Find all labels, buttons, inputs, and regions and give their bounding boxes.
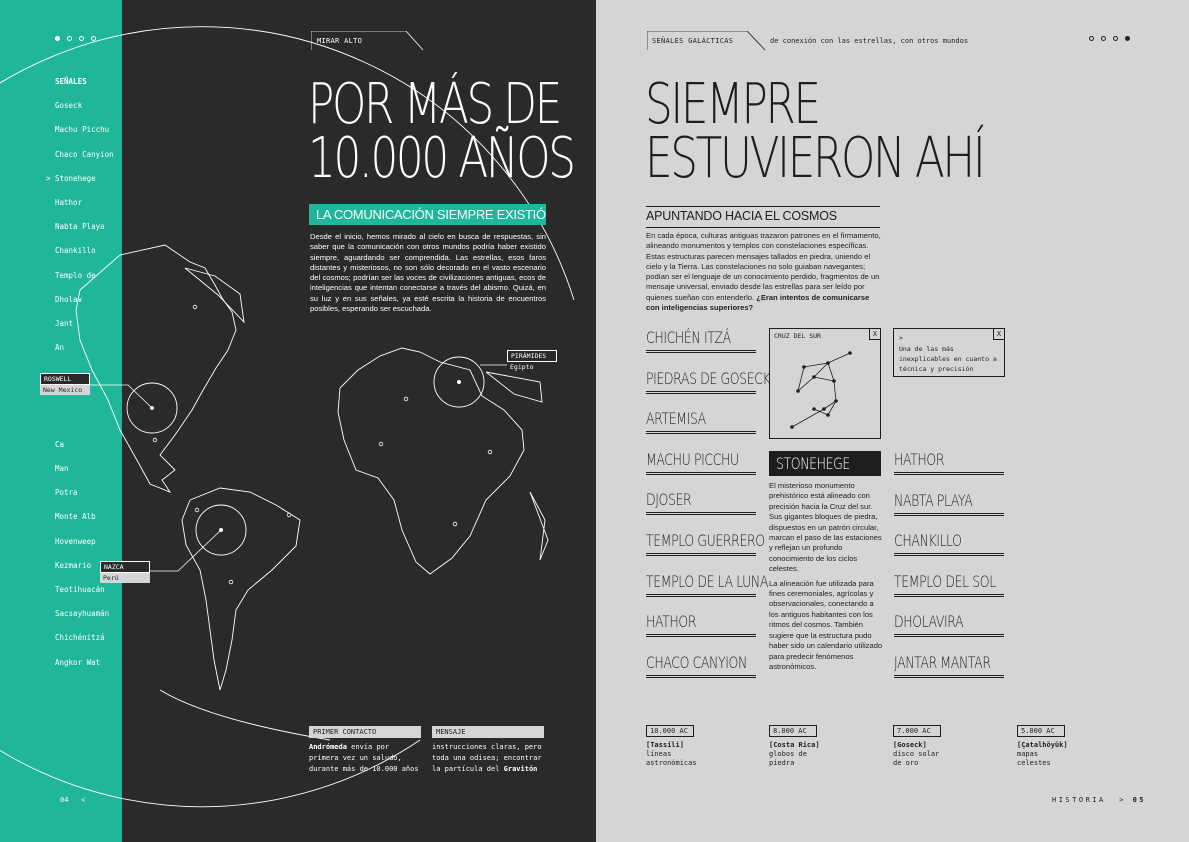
subtitle-right: APUNTANDO HACIA EL COSMOS: [646, 209, 837, 223]
nav-item[interactable]: Chaco Canyion: [55, 149, 114, 159]
site-rule: [646, 553, 756, 556]
site-name: ARTEMISA: [646, 409, 706, 429]
site-rule: [646, 594, 756, 597]
info-popup: X > Una de las más inexplicables en cuanto a técnica y precisión: [893, 328, 1005, 377]
page-title-right: SIEMPRE ESTUVIERON AHÍ: [645, 72, 984, 191]
mensaje-box: MENSAJE instrucciones claras, pero toda una odisea; encontrar la partícula del Gravitón: [432, 726, 544, 775]
nav-item[interactable]: Dholav: [55, 294, 83, 304]
page-title-left: POR MÁS DE 10.000 AÑOS: [308, 72, 574, 191]
site-rule: [646, 512, 756, 515]
site-name: TEMPLO GUERRERO: [646, 531, 765, 550]
timeline-item: 8.000 AC [Costa Rica] globos de piedra: [769, 727, 820, 767]
site-rule: [646, 634, 756, 637]
nav-item[interactable]: Templo de: [55, 270, 96, 280]
section-tag-right: SEÑALES GALÁCTICAS: [647, 31, 767, 51]
site-name: NABTA PLAYA: [894, 490, 973, 510]
site-name: HATHOR: [646, 612, 697, 632]
subtitle-rule-bottom: [646, 227, 880, 228]
site-rule: [894, 513, 1004, 516]
nav-item[interactable]: Monte Alb: [55, 512, 96, 522]
nav-item[interactable]: [55, 391, 114, 415]
site-name: PIEDRAS DE GOSECK: [646, 368, 771, 388]
site-rule: [646, 431, 756, 434]
nav-item[interactable]: Jant: [55, 318, 74, 328]
nav-item[interactable]: > Stonehege: [55, 174, 114, 198]
nav-item[interactable]: Teotihuacán: [55, 584, 105, 594]
footer-right: HISTORIA > 05: [1052, 796, 1147, 804]
subtitle-left: LA COMUNICACIÓN SIEMPRE EXISTIÓ: [309, 204, 546, 225]
site-name: CHICHÉN ITZÁ: [646, 328, 731, 347]
site-rule: [894, 594, 1004, 597]
site-rule: [646, 472, 756, 475]
nav-item[interactable]: Sacsayhuamán: [55, 609, 110, 619]
nav-title: SEÑALES: [55, 77, 87, 86]
nav-item[interactable]: Angkor Wat: [55, 657, 101, 667]
page-number-left: 04 <: [60, 796, 86, 804]
timeline-item: 10.000 AC [Tassili] líneas astronómicas: [646, 727, 697, 767]
site-rule: [646, 350, 756, 353]
site-name: MACHU PICCHU: [646, 449, 739, 469]
nav-item[interactable]: Kezmario: [55, 560, 92, 570]
cruz-del-sur-window: [769, 328, 881, 439]
page-indicator-left: [55, 36, 96, 41]
nav-item[interactable]: An: [55, 343, 65, 353]
stonehege-text: El misterioso monumento prehistórico está alineado con precisión hacia la Cruz del sur. Sus gigantes bloques de piedra, dispuestos en un patrón circular, marcan el paso de las estaciones y reflejan un profundo conocimiento de los ciclos celestes. La alineación fue utilizada para fines ceremoniales, agrícolas y observacionales, conectando a los antiguos habitantes con los ritmos del cosmos. También sugiere que la estructura pudo haber sido un calendario utilizado para predecir fenómenos astronómicos.: [769, 481, 883, 671]
stonehege-header: STONEHEGE: [769, 451, 881, 476]
nav-item[interactable]: [55, 416, 114, 440]
site-name: DHOLAVIRA: [894, 612, 964, 632]
nav-item[interactable]: Hathor: [55, 197, 83, 207]
site-name: TEMPLO DE LA LUNA: [646, 571, 769, 591]
label-nazca: NAZCA Perú: [100, 561, 150, 583]
site-name: CHACO CANYION: [646, 652, 747, 672]
nav-item[interactable]: Potra: [55, 488, 78, 498]
site-name: JANTAR MANTAR: [894, 653, 991, 672]
section-tag-left: MIRAR ALTO: [311, 31, 421, 51]
nav-item[interactable]: Ca: [55, 439, 65, 449]
subtitle-rule: [646, 206, 880, 207]
nav-item[interactable]: Chankillo: [55, 246, 96, 256]
site-rule: [646, 391, 756, 394]
site-rule: [894, 634, 1004, 637]
nav-item[interactable]: Hovenweep: [55, 536, 96, 546]
globe-orbit-arc: [160, 690, 330, 740]
cruz-del-sur-title: CRUZ DEL SUR: [774, 332, 821, 340]
nav-item[interactable]: Goseck: [55, 101, 83, 111]
timeline-item: 7.000 AC [Goseck] disco solar de oro: [893, 727, 940, 767]
site-name: HATHOR: [894, 450, 945, 469]
nav-item[interactable]: Nabta Playa: [55, 222, 105, 232]
body-right: En cada época, culturas antiguas trazaron patrones en el firmamento, alineando monumentos y templos con constelaciones específicas. Estas estructuras parecen mensajes tallados en piedra, uniendo el cielo y la Tierra. Las constelaciones no solo guiaban navegantes; podían ser el lenguaje de un conocimiento perdido, fragmentos de un mensaje universal, enviado desde las estrellas para ser leído por quienes sueñan con entenderlo. ¿Eran intentos de comunicarse con inteligencias superiores?: [646, 231, 881, 313]
site-rule: [894, 675, 1004, 678]
label-roswell: ROSWELL New Mexico: [40, 373, 90, 395]
nav-item[interactable]: Man: [55, 464, 69, 473]
site-rule: [646, 675, 756, 678]
nav-item[interactable]: Machu Picchu: [55, 125, 110, 135]
header-text-right: de conexión con las estrellas, con otros mundos: [770, 37, 969, 45]
constellation-icon: [770, 329, 882, 440]
primer-contacto-box: PRIMER CONTACTO Andrómeda envía por primera vez un saludo, durante más de 10.000 años: [309, 726, 421, 775]
body-left: Desde el inicio, hemos mirado al cielo en busca de respuestas, sin saber que la comunicación con otros mundos podría haber existido siempre, aguardando ser comprendida. Las estrellas, esos faros distantes y misteriosos, no son sólo decorado en el vasto escenario del cosmos; podrían ser las voces de civilizaciones antiguas, ecos de inteligencias que intentan conectarse a través del abismo. Quizá, en su luz y en sus señales, ya esté escrita la historia de encuentros posibles, esperando ser escuchada.: [310, 232, 546, 314]
close-icon[interactable]: X: [993, 328, 1005, 340]
site-rule: [894, 553, 1004, 556]
site-name: DJOSER: [646, 490, 692, 510]
site-name: CHANKILLO: [894, 531, 962, 551]
timeline-item: 5.000 AC [Çatalhöyük] mapas celestes: [1017, 727, 1068, 767]
label-piramides: PIRÁMIDES Egipto: [507, 350, 557, 372]
site-name: TEMPLO DEL SOL: [894, 571, 996, 591]
site-rule: [894, 472, 1004, 475]
close-icon[interactable]: X: [869, 328, 881, 340]
nav-item[interactable]: Chichénitzá: [55, 633, 105, 643]
page-indicator-right: [1089, 36, 1130, 41]
